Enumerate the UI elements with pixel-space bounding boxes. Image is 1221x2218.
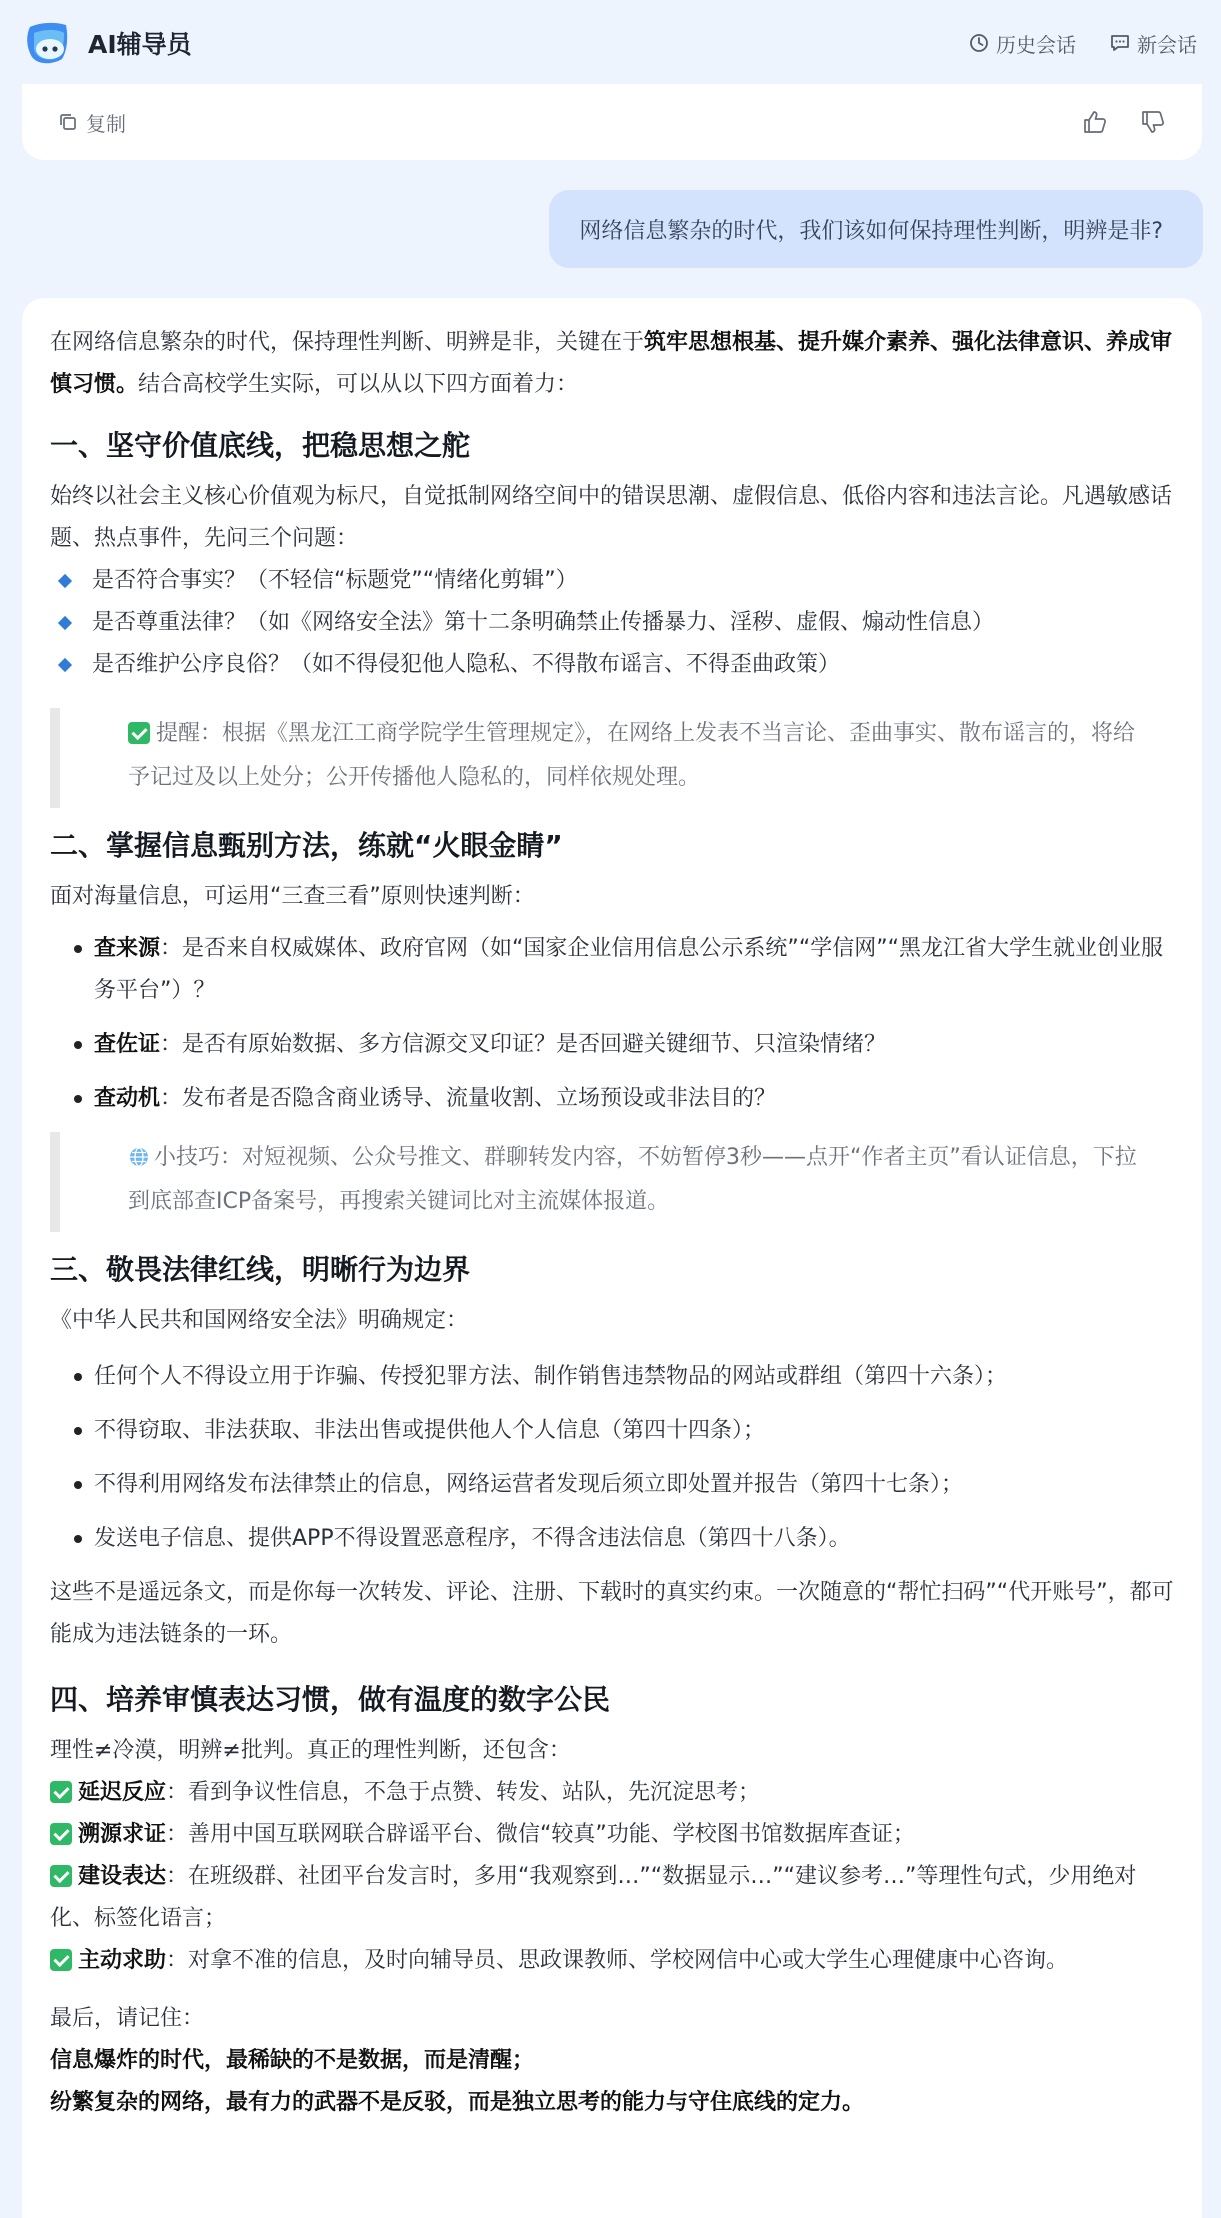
clock-icon [969,33,989,53]
copy-label: 复制 [86,111,126,136]
section-1-list [50,560,1174,686]
thumbs-down-icon[interactable] [1140,109,1166,135]
section-1-paragraph: 始终以社会主义核心价值观为标尺，自觉抵制网络空间中的错误思潮、虚假信息、低俗内容和违法言论。凡遇敏感话题、热点事件，先问三个问题： [50,484,1173,551]
user-message-bubble: 网络信息繁杂的时代，我们该如何保持理性判断，明辨是非? [549,190,1203,268]
app-logo-icon [24,19,72,67]
section-1-title: 一、坚守价值底线，把稳思想之舵 [50,429,471,462]
list-item: 是否尊重法律？（如《网络安全法》第十二条明确禁止传播暴力、淫秽、虚假、煽动性信息） [50,602,1174,644]
thumbs-up-icon[interactable] [1082,109,1108,135]
closing-line-2: 纷繁复杂的网络，最有力的武器不是反驳，而是独立思考的能力与守住底线的定力。 [50,2090,865,2115]
list-item: 主动求助：对拿不准的信息，及时向辅导员、思政课教师、学校网信中心或大学生心理健康中心咨询。 [50,1940,1174,1982]
section-4-list [50,1772,1174,1982]
app-title: AI辅导员 [88,30,192,59]
globe-icon [128,1146,150,1168]
new-chat-button[interactable] [1110,29,1197,58]
section-2-title: 二、掌握信息甄别方法，练就“火眼金睛” [50,829,563,862]
list-item: 查来源：是否来自权威媒体、政府官网（如“国家企业信用信息公示系统”“学信网”“黑龙江省大学生就业创业服务平台”）？ [50,928,1174,1012]
section-3-list [50,1356,1174,1560]
list-item: 是否维护公序良俗？（如不得侵犯他人隐私、不得散布谣言、不得歪曲政策） [50,644,1174,686]
copy-icon [58,112,78,132]
diamond-bullet-icon [58,574,72,588]
check-icon [50,1949,72,1971]
closing-lead: 最后，请记住： [50,2006,205,2031]
diamond-bullet-icon [58,616,72,630]
section-4-paragraph: 理性≠冷漠，明辨≠批判。真正的理性判断，还包含： [50,1738,571,1763]
section-4-title: 四、培养审慎表达习惯，做有温度的数字公民 [50,1683,611,1716]
list-item: 不得窃取、非法获取、非法出售或提供他人个人信息（第四十四条）； [50,1410,1174,1452]
list-item: 建设表达：在班级群、社团平台发言时，多用“我观察到…”“数据显示…”“建议参考…”等理性句式，少用绝对化、标签化语言； [50,1864,1137,1931]
section-2-tip: 小技巧：对短视频、公众号推文、群聊转发内容，不妨暂停3秒——点开“作者主页”看认证信息，下拉到底部查ICP备案号，再搜索关键词比对主流媒体报道。 [50,1132,1174,1232]
message-action-bar [22,84,1202,160]
copy-button[interactable] [58,108,126,137]
chat-bubble-icon [1110,33,1130,53]
assistant-answer [22,298,1202,2218]
app-header [0,0,1221,86]
list-item: 延迟反应：看到争议性信息，不急于点赞、转发、站队，先沉淀思考； [50,1772,1174,1814]
new-chat-label: 新会话 [1137,32,1197,57]
list-item: 查佐证：是否有原始数据、多方信源交叉印证？是否回避关键细节、只渲染情绪？ [50,1024,1174,1066]
list-item: 发送电子信息、提供APP不得设置恶意程序，不得含违法信息（第四十八条）。 [50,1518,1174,1560]
list-item: 不得利用网络发布法律禁止的信息，网络运营者发现后须立即处置并报告（第四十七条）； [50,1464,1174,1506]
check-icon [50,1865,72,1887]
closing-line-1: 信息爆炸的时代，最稀缺的不是数据，而是清醒； [50,2048,535,2073]
section-3-title: 三、敬畏法律红线，明晰行为边界 [50,1253,471,1286]
diamond-bullet-icon [58,658,72,672]
section-1-tip: 提醒：根据《黑龙江工商学院学生管理规定》，在网络上发表不当言论、歪曲事实、散布谣言的，将给予记过及以上处分；公开传播他人隐私的，同样依规处理。 [50,708,1174,808]
list-item: 查动机：发布者是否隐含商业诱导、流量收割、立场预设或非法目的？ [50,1078,1174,1120]
section-3-after: 这些不是遥远条文，而是你每一次转发、评论、注册、下载时的真实约束。一次随意的“帮忙扫码”“代开账号”，都可能成为违法链条的一环。 [50,1580,1174,1647]
answer-intro: 在网络信息繁杂的时代，保持理性判断、明辨是非，关键在于筑牢思想根基、提升媒介素养、强化法律意识、养成审慎习惯。结合高校学生实际，可以从以下四方面着力： [50,330,1173,397]
history-label: 历史会话 [996,32,1076,57]
section-2-list [50,928,1174,1120]
list-item: 是否符合事实？（不轻信“标题党”“情绪化剪辑”） [50,560,1174,602]
section-2-paragraph: 面对海量信息，可运用“三查三看”原则快速判断： [50,884,535,909]
history-button[interactable] [969,29,1076,58]
check-icon [50,1823,72,1845]
list-item: 溯源求证：善用中国互联网联合辟谣平台、微信“较真”功能、学校图书馆数据库查证； [50,1814,1174,1856]
list-item: 任何个人不得设立用于诈骗、传授犯罪方法、制作销售违禁物品的网站或群组（第四十六条）； [50,1356,1174,1398]
check-icon [50,1781,72,1803]
section-3-paragraph: 《中华人民共和国网络安全法》明确规定： [50,1308,469,1333]
check-icon [128,722,150,744]
